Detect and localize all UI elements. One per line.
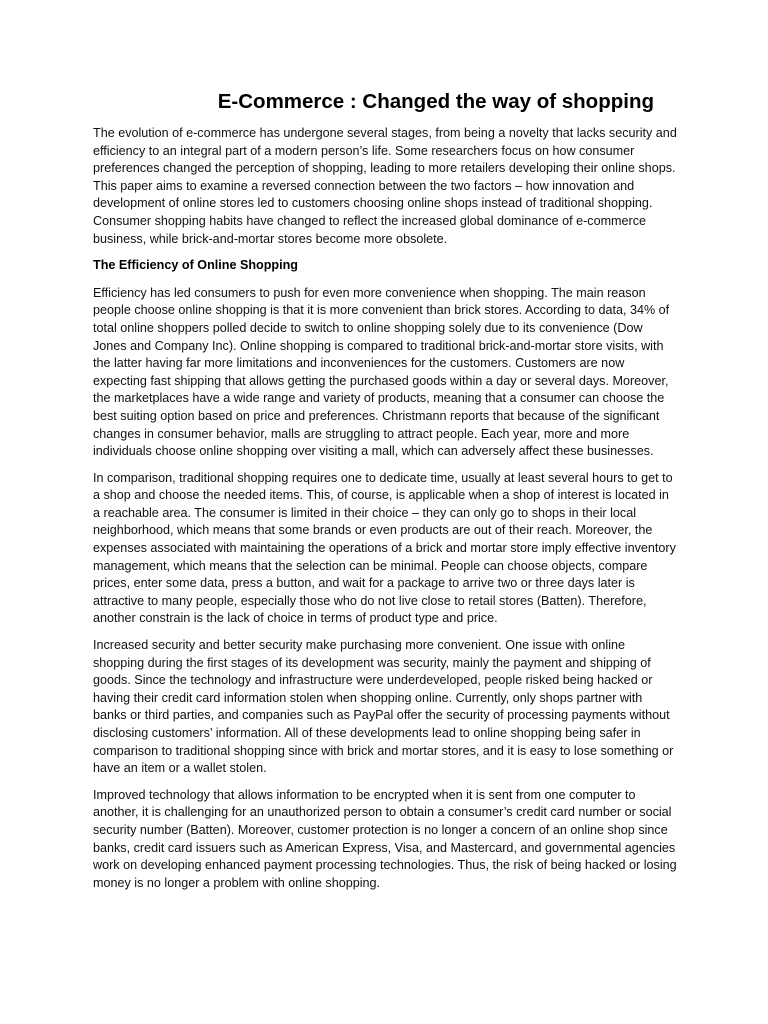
section-heading: The Efficiency of Online Shopping [93, 258, 299, 273]
body-paragraph-4: Improved technology that allows information to be encrypted when it is sent from one computer to another, it is challenging for an unauthorized person to obtain a consumer’s credit card number or social security number (Batten). Moreover, customer protection is no longer a concern of an online shop since banks, credit card issuers such as American Express, Visa, and Mastercard, and governmental agencies work on developing enhanced payment processing technologies. Thus, the risk of being hacked or losing money is no longer a problem with online shopping. [93, 787, 677, 890]
page-title: E-Commerce : Changed the way of shopping [217, 90, 654, 113]
intro-paragraph: The evolution of e-commerce has undergone several stages, from being a novelty that lacks security and efficiency to an integral part of a modern person’s life. Some researchers focus on how consumer preferences changed the perception of shopping, leading to more retailers developing their online shops. This paper aims to examine a reversed connection between the two factors – how innovation and development of online stores led to customers choosing online shops instead of traditional shopping. Consumer shopping habits have changed to reflect the increased global dominance of e-commerce business, while brick-and-mortar stores become more obsolete. [93, 126, 677, 246]
body-paragraph-2: In comparison, traditional shopping requires one to dedicate time, usually at least several hours to get to a shop and choose the needed items. This, of course, is applicable when a shop of interest is located in a reachable area. The consumer is limited in their choice – they can only go to shops in their local neighborhood, which means that some brands or even products are out of their reach. Moreover, the expenses associated with maintaining the operations of a brick and mortar store imply effective inventory management, which means that the selection can be minimal. People can choose objects, compare prices, enter some data, press a button, and wait for a package to arrive two or three days later is attractive to many people, especially those who do not live close to retail stores (Batten). Therefore, another constrain is the lack of choice in terms of product type and price. [93, 470, 676, 626]
body-paragraph-3: Increased security and better security make purchasing more convenient. One issue with online shopping during the first stages of its development was security, mainly the payment and shipping of goods. Since the technology and infrastructure were underdeveloped, people risked being hacked or having their credit card information stolen when shopping online. Currently, only shops partner with banks or third parties, and companies such as PayPal offer the security of processing payments without disclosing customers’ information. All of these developments lead to online shopping being safer in comparison to traditional shopping since with brick and mortar stores, and it is easy to lose something or have an item or a wallet stolen. [93, 638, 674, 776]
document-body [93, 125, 679, 901]
body-paragraph-1: Efficiency has led consumers to push for even more convenience when shopping. The main reason people choose online shopping is that it is more convenient than brick stores. According to data, 34% of total online shoppers polled decide to switch to online shopping solely due to its convenience (Dow Jones and Company Inc). Online shopping is compared to traditional brick-and-mortar store visits, with the latter having far more limitations and inconveniences for the customers. Customers are now expecting fast shipping that allows getting the purchased goods within a day or several days. Moreover, the marketplaces have a wide range and variety of products, meaning that a consumer can choose the best suiting option based on price and preferences. Christmann reports that because of the significant changes in consumer behavior, malls are struggling to attract people. Each year, more and more individuals choose online shopping over visiting a mall, which can adversely affect these businesses. [93, 285, 670, 459]
